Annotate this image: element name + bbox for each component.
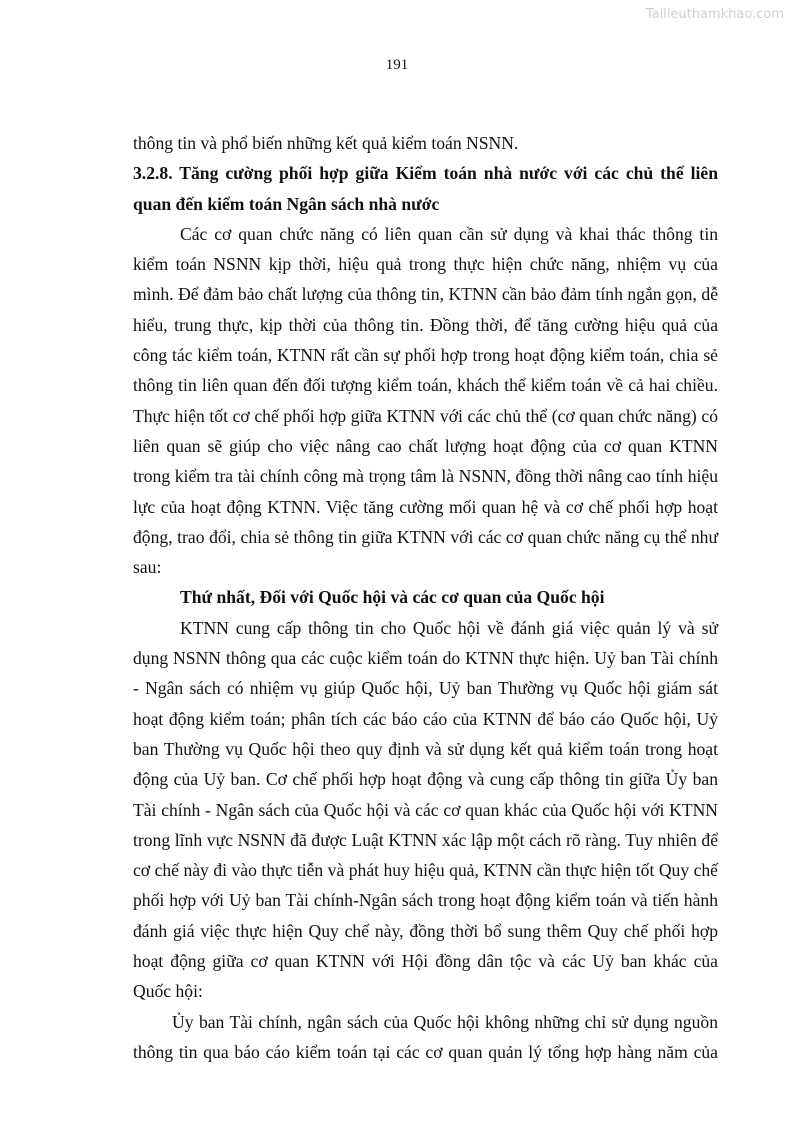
- paragraph: KTNN cung cấp thông tin cho Quốc hội về đánh giá việc quản lý và sử dụng NSNN thông qua các cuộc kiểm toán do KTNN thực hiện. Uỷ ban Tài chính - Ngân sách có nhiệm vụ giúp Quốc hội, Uỷ ban Thường vụ Quốc hội giám sát hoạt động kiểm toán; phân tích các báo cáo của KTNN để báo cáo Quốc hội, Uỷ ban Thường vụ Quốc hội theo quy định và sử dụng kết quả kiểm toán trong hoạt động của Uỷ ban. Cơ chế phối hợp hoạt động và cung cấp thông tin giữa Ủy ban Tài chính - Ngân sách của Quốc hội và các cơ quan khác của Quốc hội với KTNN trong lĩnh vực NSNN đã được Luật KTNN xác lập một cách rõ ràng. Tuy nhiên để cơ chế này đi vào thực tiễn và phát huy hiệu quả, KTNN cần thực hiện tốt Quy chế phối hợp với Uỷ ban Tài chính-Ngân sách trong hoạt động kiểm toán và tiến hành đánh giá việc thực hiện Quy chế này, đồng thời bổ sung thêm Quy chế phối hợp hoạt động giữa cơ quan KTNN với Hội đồng dân tộc và các Uỷ ban khác của Quốc hội:: [133, 617, 718, 1002]
- paragraph: Các cơ quan chức năng có liên quan cần sử dụng và khai thác thông tin kiểm toán NSNN kịp thời, hiệu quả trong thực hiện chức năng, nhiệm vụ của mình. Để đảm bảo chất lượng của thông tin, KTNN cần bảo đảm tính ngắn gọn, dễ hiểu, trung thực, kịp thời của thông tin. Đồng thời, để tăng cường hiệu quả của công tác kiểm toán, KTNN rất cần sự phối hợp trong hoạt động kiểm toán, chia sẻ thông tin liên quan đến đối tượng kiểm toán, khách thể kiểm toán về cả hai chiều. Thực hiện tốt cơ chế phối hợp giữa KTNN với các chủ thể (cơ quan chức năng) có liên quan sẽ giúp cho việc nâng cao chất lượng hoạt động của cơ quan KTNN trong kiểm tra tài chính công mà trọng tâm là NSNN, đồng thời nâng cao tính hiệu lực của hoạt động KTNN. Việc tăng cường mối quan hệ và cơ chế phối hợp hoạt động, trao đổi, chia sẻ thông tin giữa KTNN với các cơ quan chức năng cụ thể như sau:: [133, 223, 718, 578]
- subsection-heading: Thứ nhất, Đối với Quốc hội và các cơ quan của Quốc hội: [180, 587, 605, 608]
- document-body: [133, 128, 718, 1067]
- page-number: 191: [385, 57, 409, 73]
- watermark: Tailieuthamkhao.com: [645, 7, 784, 22]
- section-heading: 3.2.8. Tăng cường phối hợp giữa Kiểm toán nhà nước với các chủ thể liên quan đến kiểm toán Ngân sách nhà nước: [133, 163, 718, 214]
- paragraph: Ủy ban Tài chính, ngân sách của Quốc hội không những chỉ sử dụng nguồn thông tin qua báo cáo kiểm toán tại các cơ quan quản lý tổng hợp hàng năm của: [133, 1011, 718, 1062]
- paragraph-continuation: thông tin và phổ biến những kết quả kiểm toán NSNN.: [133, 133, 519, 153]
